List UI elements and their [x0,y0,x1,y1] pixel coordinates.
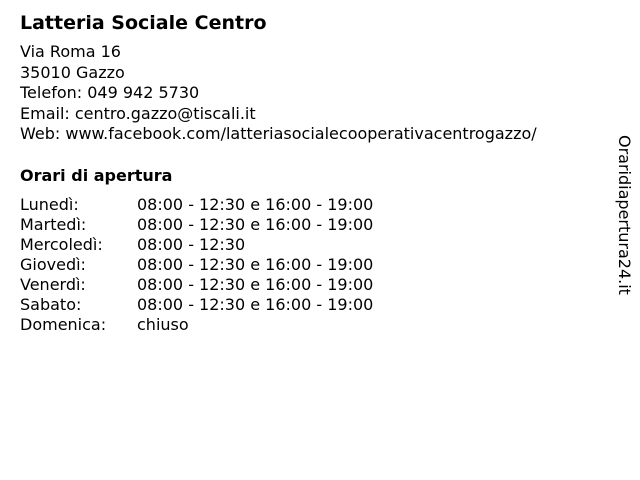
day-label: Venerdì: [20,274,86,294]
day-label: Mercoledì: [20,234,103,254]
hours-row-thursday [20,255,600,275]
hours-table [20,195,600,335]
day-label: Giovedì: [20,254,86,274]
contact-details [20,42,600,145]
time-value: 08:00 - 12:30 e 16:00 - 19:00 [137,214,374,234]
business-info [20,10,600,335]
hours-heading: Orari di apertura [20,165,173,185]
time-value: 08:00 - 12:30 e 16:00 - 19:00 [137,254,374,274]
website-link[interactable]: Web: www.facebook.com/latteriasocialecooperativacentrogazzo/ [20,124,537,143]
day-label: Sabato: [20,294,82,314]
site-watermark: Oraridiapertura24.it [615,135,634,295]
hours-row-wednesday [20,235,600,255]
phone-number: Telefon: 049 942 5730 [20,83,200,102]
time-value: 08:00 - 12:30 e 16:00 - 19:00 [137,274,374,294]
time-value: chiuso [137,314,189,334]
city-postcode: 35010 Gazzo [20,62,125,82]
time-value: 08:00 - 12:30 e 16:00 - 19:00 [137,194,374,214]
business-name: Latteria Sociale Centro [20,12,267,34]
time-value: 08:00 - 12:30 [137,234,246,254]
day-label: Martedì: [20,214,87,234]
hours-row-friday [20,275,600,295]
hours-row-monday [20,195,600,215]
hours-row-tuesday [20,215,600,235]
day-label: Lunedì: [20,194,79,214]
day-label: Domenica: [20,314,107,334]
street-address: Via Roma 16 [20,42,121,61]
hours-row-sunday [20,315,600,335]
hours-row-saturday [20,295,600,315]
email-address: Email: centro.gazzo@tiscali.it [20,103,256,123]
time-value: 08:00 - 12:30 e 16:00 - 19:00 [137,294,374,314]
